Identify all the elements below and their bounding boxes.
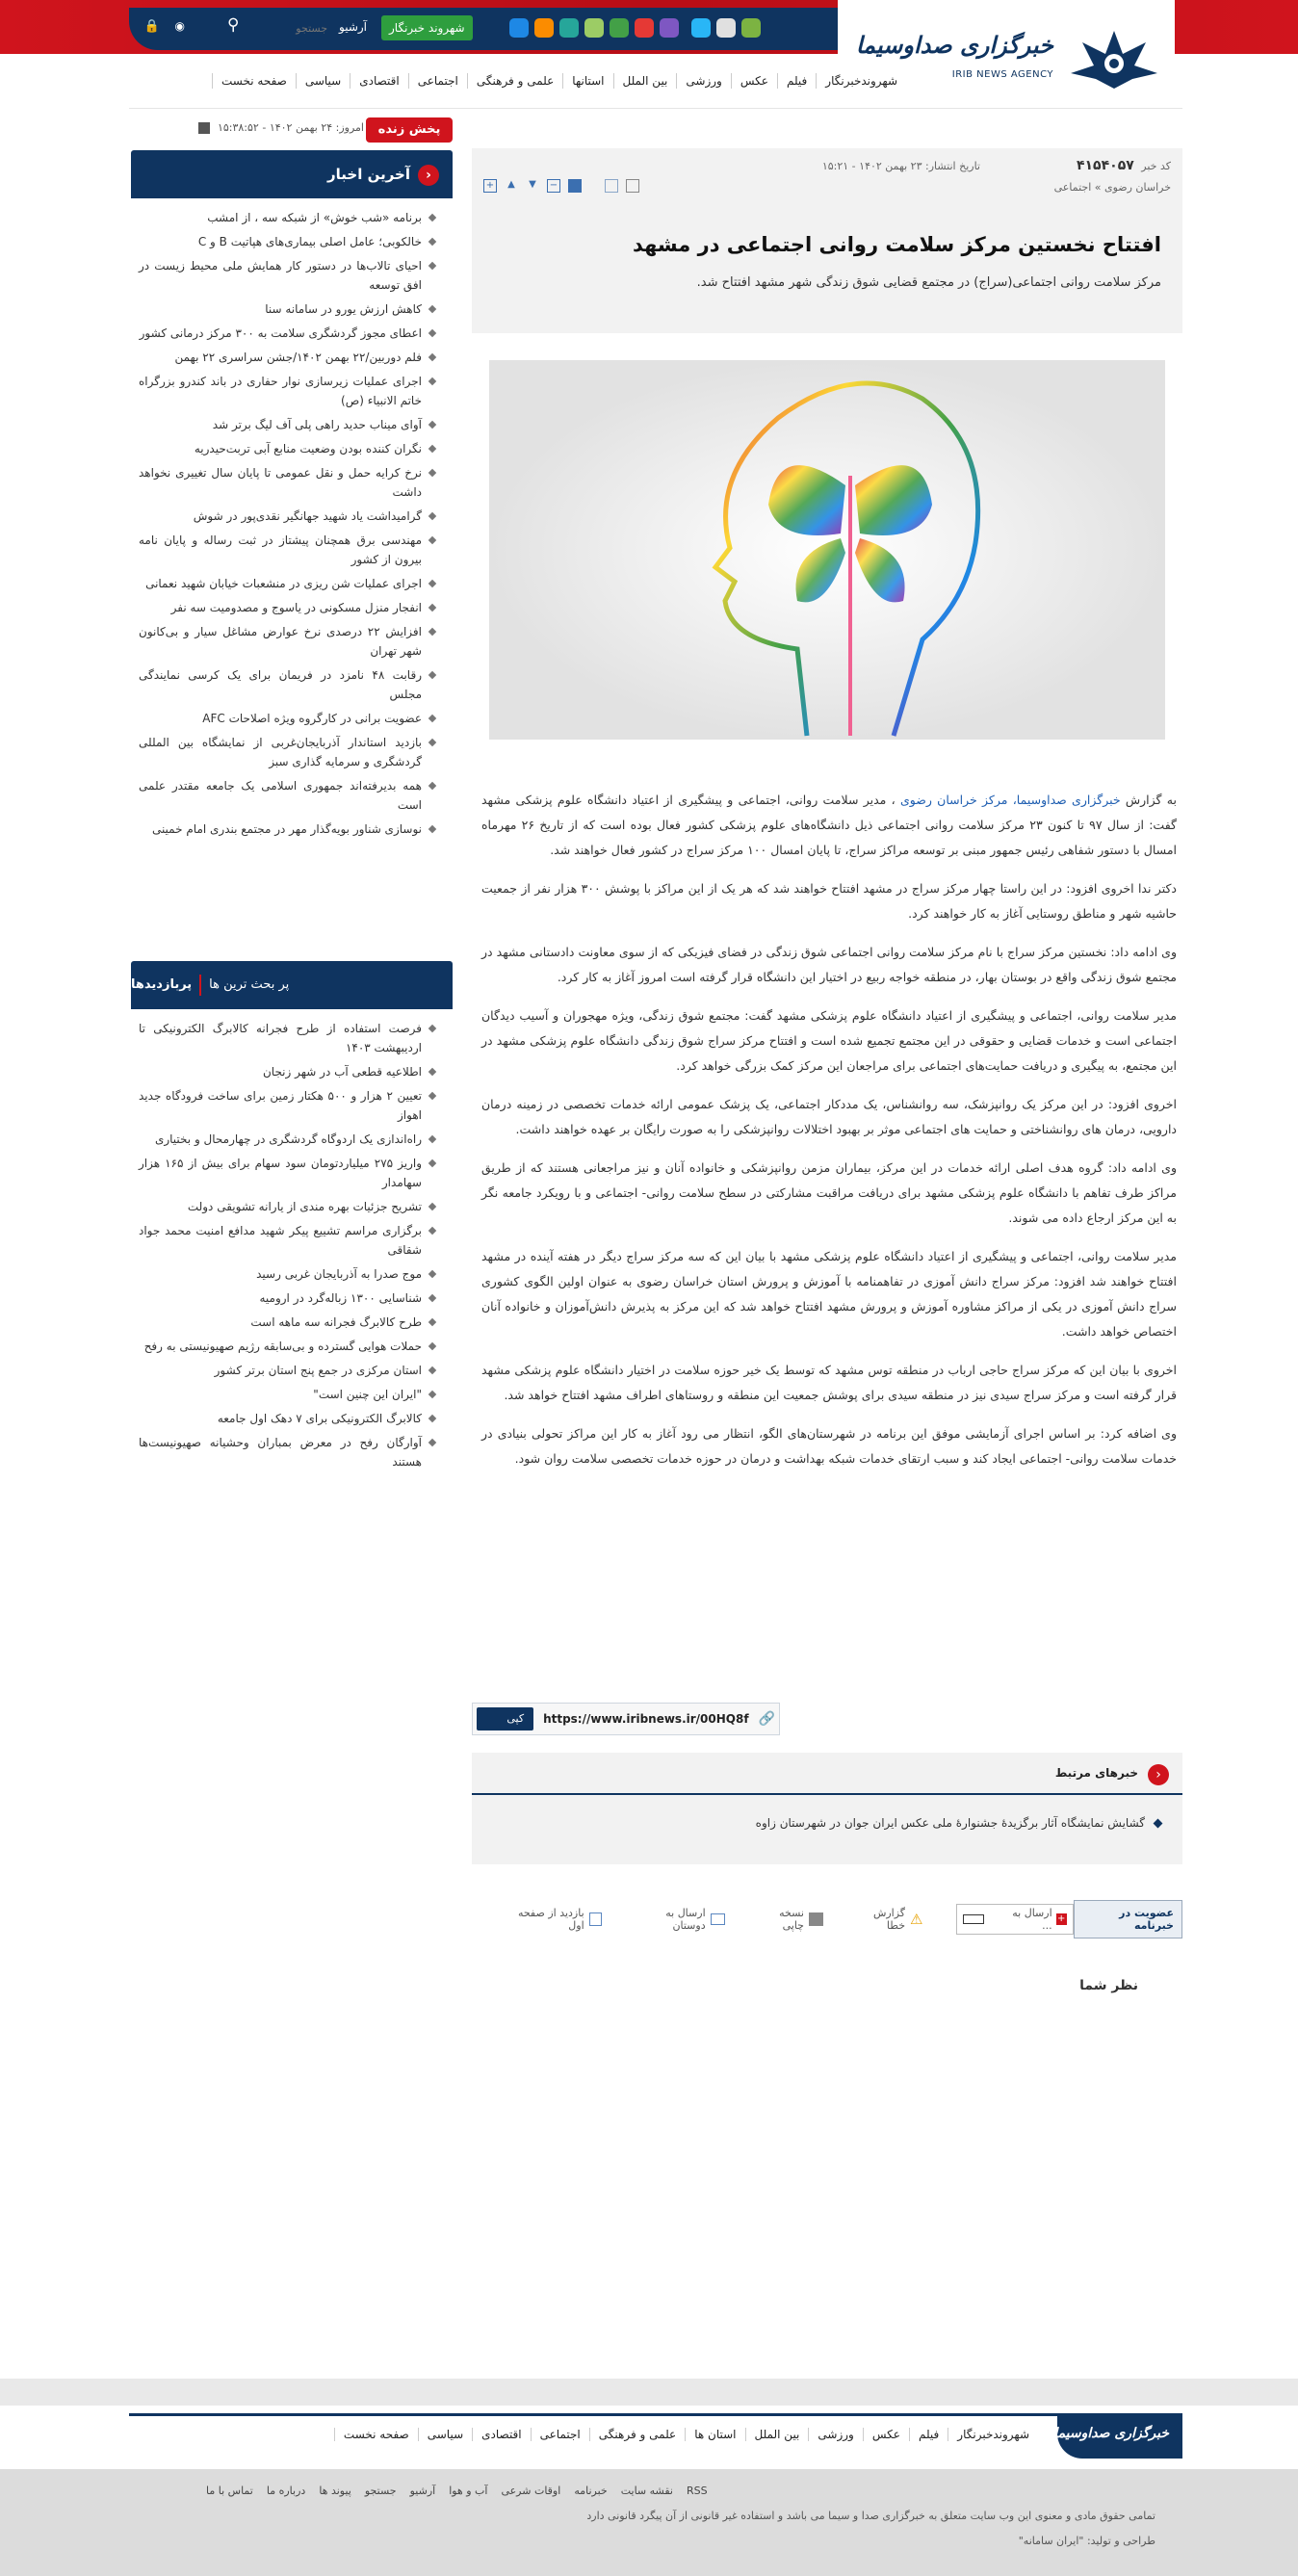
article-tools — [472, 1903, 1182, 1936]
related-news-title: خبرهای مرتبط — [1054, 1766, 1138, 1780]
popular-news-list — [131, 1009, 453, 1482]
footer-nav-item-5[interactable]: استان ها — [685, 2428, 744, 2441]
footer-nav-item-10[interactable]: شهروندخبرنگار — [948, 2428, 1038, 2441]
font-increase-icon[interactable]: + — [483, 179, 497, 193]
article-paragraph — [481, 1244, 1177, 1344]
latest-news-list — [131, 198, 453, 849]
envelope-icon — [711, 1913, 725, 1925]
home-visit-label: بازدید از صفحه اول — [517, 1907, 584, 1932]
article-paragraph — [481, 788, 1177, 863]
article-paragraph — [481, 1092, 1177, 1142]
article-image — [489, 360, 1165, 740]
live-label: پخش زنده — [377, 122, 441, 137]
footer-links — [193, 2485, 1155, 2497]
app-icons — [506, 18, 764, 38]
news-code-value: ۴۱۵۴۰۵۷ — [1076, 158, 1134, 173]
list-item[interactable]: احیای تالاب‌ها در دستور کار همایش ملی محیط زیست در افق توسعه — [139, 256, 439, 295]
save-icon[interactable] — [568, 179, 582, 193]
list-item[interactable]: نوسازی شناور بویه‌گذار مهر در مجتمع بندری امام خمینی — [139, 820, 439, 839]
date-text: امروز: ۲۴ بهمن ۱۴۰۲ - ۱۵:۳۸:۵۲ — [217, 121, 364, 134]
calendar-icon — [198, 122, 210, 134]
footer-nav-item-8[interactable]: عکس — [863, 2428, 909, 2441]
popular-tabs — [131, 961, 453, 1009]
font-decrease-icon[interactable]: − — [547, 179, 560, 193]
publish-date-value: ۲۳ بهمن ۱۴۰۲ - ۱۵:۲۱ — [821, 160, 922, 172]
chevron-left-icon[interactable]: ‹ — [1148, 1764, 1169, 1785]
footer-link-7[interactable]: خبرنامه — [574, 2485, 608, 2497]
nav-item-2[interactable]: اقتصادی — [350, 73, 408, 89]
share-label: ارسال به ... — [1012, 1907, 1052, 1932]
rss-icon[interactable]: ◉ — [174, 19, 185, 33]
paragraph-text: مدیر سلامت روانی، اجتماعی و پیشگیری از اعتیاد دانشگاه علوم پزشکی مشهد با بیان این که سه مرکز سراج دیگر در هفته آینده در مشهد افتتاح خواهند شد افزود: مرکز سراج دانش آموزی در تفاهمنامه با آموزش و پرورش استان خراسان رضوی به عنوان اولین الگوی کشوری سراج دانش آموزی در یکی از مراکز مشاوره آموزش و پرورش مشهد افتتاح خواهد شد که این مرکز به پذیرش دانش‌آموزان و خانواده آنان اختصاص خواهد داشت. — [481, 1249, 1177, 1339]
paragraph-text: مدیر سلامت روانی، اجتماعی و پیشگیری از اعتیاد دانشگاه علوم پزشکی مشهد گفت: مجتمع شوق زندگی، ویژه مهجوران و آسیب دیدگان اجتماعی است و خدمات قضایی و حقوقی در این مجتمع تجمیع شده است و افتتاح مرکز سراج شوق زندگی دانشگاه علوم پزشکی مشهد در این مجتمع، به پیگیری و دریافت حمایت‌های اجتماعی برای مراجعان این مرکز کمک بزرگی خواهد کرد. — [481, 1008, 1177, 1073]
footer-nav-item-6[interactable]: بین الملل — [745, 2428, 809, 2441]
footer-logo-text: خبرگزاری صداوسیما — [1053, 2426, 1169, 2441]
list-item[interactable]: طرح کالابرگ فجرانه سه ماهه است — [139, 1313, 439, 1332]
article-paragraph — [481, 1358, 1177, 1408]
article-paragraph — [481, 876, 1177, 926]
gap-icon[interactable] — [509, 18, 529, 38]
tab-most-discussed[interactable]: پر بحث ترین ها — [209, 977, 290, 992]
footer-link-0[interactable]: تماس با ما — [206, 2485, 253, 2497]
print-version-label: نسخه چاپی — [779, 1907, 804, 1932]
footer-link-8[interactable]: نقشه سایت — [620, 2485, 673, 2497]
footer-link-5[interactable]: آب و هوا — [449, 2485, 488, 2497]
newsletter-label: عضویت در خبرنامه — [1119, 1907, 1174, 1932]
footer-link-9[interactable]: RSS — [686, 2485, 708, 2497]
list-item[interactable]: رقابت ۴۸ نامزد در فریمان برای یک کرسی نمایندگی مجلس — [139, 665, 439, 704]
paragraph-text: ، مدیر سلامت روانی، اجتماعی و پیشگیری از اعتیاد دانشگاه علوم پزشکی مشهد گفت: از سال ۹۷ تا کنون ۲۳ مرکز سلامت روانی اجتماعی ذیل دانشگاه‌های علوم پزشکی کشور فعال بوده است که از تاریخ ۲۶ مهرماه امسال با دستور شفاهی رئیس جمهور مبنی بر توسعه مراکز سراج، تا پایان امسال ۱۰۰ مرکز سراج در کشور فعال خواهند شد. — [481, 793, 1177, 857]
news-code-label: کد خبر — [1141, 160, 1171, 172]
list-item[interactable]: آوارگان رفح در معرض بمباران وحشیانه صهیونیست‌ها هستند — [139, 1433, 439, 1471]
list-item[interactable]: خالکوبی؛ عامل اصلی بیماری‌های هپاتیت B و C — [139, 232, 439, 251]
article-paragraph — [481, 940, 1177, 990]
list-item[interactable]: موج صدرا به آذربایجان غربی رسید — [139, 1264, 439, 1284]
designer-credit: طراحی و تولید: "ایران سامانه" — [1018, 2535, 1155, 2547]
list-item[interactable]: حملات هوایی گسترده و بی‌سابقه رژیم صهیونیستی به رفح — [139, 1337, 439, 1356]
telegram-icon[interactable] — [691, 18, 711, 38]
footer-nav — [129, 2413, 1182, 2469]
nav-item-5[interactable]: استانها — [562, 73, 612, 89]
list-item[interactable]: فلم دوربین/۲۲ بهمن ۱۴۰۲/جشن سراسری ۲۲ بهمن — [139, 348, 439, 367]
publish-date-label: تاریخ انتشار: — [924, 160, 980, 172]
list-item[interactable]: استان مرکزی در جمع پنج استان برتر کشور — [139, 1361, 439, 1380]
list-item[interactable]: فرصت استفاده از طرح فجرانه کالابرگ الکترونیکی تا اردیبهشت ۱۴۰۳ — [139, 1019, 439, 1057]
list-item[interactable]: کاهش ارزش یورو در سامانه سنا — [139, 299, 439, 319]
footer-link-3[interactable]: جستجو — [364, 2485, 397, 2497]
article-paragraph — [481, 1421, 1177, 1471]
footer-nav-item-3[interactable]: اجتماعی — [531, 2428, 589, 2441]
nav-item-1[interactable]: سیاسی — [296, 73, 350, 89]
nav-item-8[interactable]: عکس — [731, 73, 777, 89]
list-item[interactable]: تعیین ۲ هزار و ۵۰۰ هکتار زمین برای ساخت فرودگاه جدید اهواز — [139, 1086, 439, 1125]
printer-icon — [809, 1912, 823, 1926]
list-item[interactable]: تشریح جزئیات بهره مندی از یارانه تشویقی دولت — [139, 1197, 439, 1216]
tab-separator — [199, 975, 201, 996]
list-item[interactable]: برنامه «شب خوش» از شبکه سه ، از امشب — [139, 208, 439, 227]
list-item[interactable]: "ایران این چنین است" — [139, 1385, 439, 1404]
breadcrumb[interactable]: خراسان رضوی » اجتماعی — [1053, 181, 1171, 194]
footer-nav-item-1[interactable]: سیاسی — [418, 2428, 472, 2441]
footer-link-6[interactable]: اوقات شرعی — [501, 2485, 561, 2497]
list-item[interactable]: افزایش ۲۲ درصدی نرخ عوارض مشاغل سیار و بی‌کانون شهر تهران — [139, 622, 439, 661]
warning-icon: ⚠ — [910, 1911, 923, 1928]
list-item[interactable]: گرامیداشت یاد شهید جهانگیر نقدی‌پور در شوش — [139, 507, 439, 526]
list-item[interactable]: راه‌اندازی یک اردوگاه گردشگری در چهارمحال و بختیاری — [139, 1130, 439, 1149]
publish-date — [822, 160, 980, 172]
list-item[interactable]: اطلاعیه قطعی آب در شهر زنجان — [139, 1062, 439, 1081]
footer-link-4[interactable]: آرشیو — [409, 2485, 436, 2497]
footer-nav-item-2[interactable]: اقتصادی — [472, 2428, 531, 2441]
related-news — [472, 1753, 1182, 1864]
email-icon[interactable] — [605, 179, 618, 193]
soroush-icon[interactable] — [534, 18, 554, 38]
list-item[interactable]: برگزاری مراسم تشییع پیکر شهید مدافع امنیت محمد جواد شقاقی — [139, 1221, 439, 1260]
android-icon[interactable] — [741, 18, 761, 38]
header-divider — [129, 108, 1182, 109]
footer-logo[interactable] — [1053, 2416, 1182, 2459]
related-item-label: گشایش نمایشگاه آثار برگزیدهٔ جشنوارهٔ ملی عکس ایران جوان در شهرستان زاوه — [755, 1816, 1145, 1830]
rubika-icon[interactable] — [610, 18, 629, 38]
nav-item-0[interactable]: صفحه نخست — [212, 73, 296, 89]
main-nav — [212, 64, 1078, 98]
share-icons — [963, 1914, 984, 1924]
nav-item-7[interactable]: ورزشی — [676, 73, 730, 89]
report-error-link[interactable] — [856, 1907, 923, 1932]
footer-nav-item-4[interactable]: علمی و فرهنگی — [589, 2428, 685, 2441]
footer-spacer — [0, 2379, 1298, 2406]
related-item[interactable] — [472, 1816, 1161, 1830]
short-link-box — [472, 1703, 780, 1748]
list-item[interactable]: بازدید استاندار آذربایجان‌غربی از نمایشگاه بین المللی گردشگری و سرمایه گذاری سبز — [139, 733, 439, 771]
nav-item-3[interactable]: اجتماعی — [408, 73, 467, 89]
bullet-icon — [1154, 1818, 1163, 1828]
copyright-text: تمامی حقوق مادی و معنوی این وب سایت متعلق به خبرگزاری صدا و سیما می باشد و استفاده غیر قانونی از آن پیگرد قانونی دارد — [586, 2510, 1155, 2522]
list-item[interactable]: اعطای مجوز گردشگری سلامت به ۳۰۰ مرکز درمانی کشور — [139, 324, 439, 343]
related-news-list — [472, 1795, 1182, 1830]
bale-icon[interactable] — [584, 18, 604, 38]
news-code — [1077, 158, 1171, 173]
footer-nav-items — [334, 2428, 1038, 2441]
search-input[interactable] — [250, 16, 327, 39]
irib-emblem-icon — [1067, 25, 1161, 92]
agency-name-english: IRIB NEWS AGENCY — [951, 69, 1053, 80]
paragraph-text: وی ادامه داد: نخستین مرکز سراج با نام مرکز سلامت روانی اجتماعی شوق زندگی در فضای فیزیکی که از سوی معاونت دادستانی مشهد در مجتمع شوق زندگی واقع در بوستان بهار، در منطقه خواجه ربیع در اختیار این دانشگاه قرار گرفته است امروز آغاز به کار کرد. — [481, 945, 1177, 984]
home-visit-link[interactable] — [505, 1907, 602, 1932]
lock-icon[interactable]: 🔒 — [143, 19, 160, 34]
eitaa-icon[interactable] — [660, 18, 679, 38]
list-item[interactable]: نرخ کرایه حمل و نقل عمومی تا پایان سال تغییری نخواهد داشت — [139, 463, 439, 502]
paragraph-text: اخروی با بیان این که مرکز سراج حاجی ارباب در منطقه توس مشهد که توسط یک خیر حوزه سلامت در اختیار دانشگاه علوم پزشکی مشهد قرار گرفته است و مرکز سراج سیدی نیز در منطقه سیدی برای پوشش جمعیت این منطقه و روستاهای اطراف مشهد افتتاح خواهد شد. — [481, 1363, 1177, 1402]
igap-icon[interactable] — [559, 18, 579, 38]
paragraph-text: وی ادامه داد: گروه هدف اصلی ارائه خدمات در این مرکز، بیماران مزمن روانپزشکی و خانواده آنان و نیز مراجعانی هستند که از طریق مراکز طرف تفاهم با دانشگاه علوم پزشکی مشهد برای دریافت مراقبت مشارکتی در سطح سلامت روانی- اجتماعی و با رویکرد جامعه نگر به این مرکز ارجاع داده می شوند. — [481, 1160, 1177, 1225]
paragraph-text: دکتر ندا اخروی افزود: در این راستا چهار مرکز سراج در مشهد افتتاح خواهند شد که هر یک از این مراکز با پوشش ۳۰۰ هزار نفر از جمعیت حاشیه شهر و مناطق روستایی آغاز به کار خواهند کرد. — [481, 881, 1177, 921]
tab-most-viewed[interactable]: پربازدیدها — [131, 977, 193, 992]
article-body — [481, 788, 1177, 1485]
send-to-friends-label: ارسال به دوستان — [665, 1907, 706, 1932]
archive-link[interactable]: آرشیو — [339, 20, 368, 34]
latest-news-title: آخرین اخبار — [327, 166, 410, 183]
list-item[interactable]: اجرای عملیات شن ریزی در منشعبات خیابان شهید نعمانی — [139, 574, 439, 593]
top-toolbar — [129, 8, 899, 50]
home-icon — [589, 1912, 602, 1926]
related-news-header — [472, 1753, 1182, 1795]
newsletter-button[interactable] — [1074, 1900, 1182, 1939]
comments-title: نظر شما — [1079, 1978, 1138, 1993]
list-item[interactable]: شناسایی ۱۳۰۰ زباله‌گرد در ارومیه — [139, 1288, 439, 1308]
list-item[interactable]: کالابرگ الکترونیکی برای ۷ دهک اول جامعه — [139, 1409, 439, 1428]
list-item[interactable]: عضویت برانی در کارگروه ویژه اصلاحات AFC — [139, 709, 439, 728]
source-link[interactable]: خبرگزاری صداوسیما، مرکز خراسان رضوی — [899, 793, 1121, 807]
live-button[interactable] — [366, 117, 453, 143]
footer-link-2[interactable]: پیوند ها — [319, 2485, 351, 2497]
short-link-url[interactable]: https://www.iribnews.ir/00HQ8f — [543, 1712, 749, 1726]
share-plus-icon: + — [1056, 1913, 1066, 1924]
chevron-left-icon[interactable]: ‹ — [418, 165, 439, 186]
list-item[interactable]: آوای میناب حدید راهی پلی آف لیگ برتر شد — [139, 415, 439, 434]
aparat-icon[interactable] — [635, 18, 654, 38]
article-paragraph — [481, 1003, 1177, 1079]
agency-name-persian: خبرگزاری صداوسیما — [855, 31, 1053, 59]
share-select[interactable] — [956, 1904, 1074, 1935]
article-toolbar — [483, 179, 639, 193]
current-date — [143, 121, 364, 134]
latest-news-header — [131, 150, 453, 198]
print-icon[interactable] — [626, 179, 639, 193]
nav-item-6[interactable]: بین الملل — [613, 73, 677, 89]
latest-news-panel — [131, 150, 453, 849]
copy-link-button[interactable]: کپی لینک — [477, 1707, 533, 1730]
nav-item-9[interactable]: فیلم — [777, 73, 816, 89]
citizen-reporter-button[interactable]: شهروند خبرنگار — [381, 15, 473, 40]
butterfly-head-illustration — [489, 360, 1165, 740]
paragraph-text: اخروی افزود: در این مرکز یک روانپزشک، سه روانشناس، یک مددکار اجتماعی، یک پزشک عمومی ارائه خدمات تخصصی در زمینه درمان دارویی، درمان های روانشناختی و حمایت های اجتماعی موثر بر بهبود اختلالات روانپزشکی را به صورت رایگان بر عهده خواهند داشت. — [481, 1097, 1177, 1136]
print-version-link[interactable] — [758, 1907, 823, 1932]
nav-item-10[interactable]: شهروندخبرنگار — [816, 73, 906, 89]
search-icon[interactable]: ⚲ — [227, 15, 240, 35]
article-header — [472, 148, 1182, 333]
paragraph-text: وی اضافه کرد: بر اساس اجرای آزمایشی موفق این برنامه در شهرستان‌های الگو، انتظار می رود آغاز به کار این مراکز تحولی بنیادی در خدمات سلامت روانی- اجتماعی ایجاد کند و سبب ارتقای خدمات شبکه بهداشت و درمان در حوزه خدمات تخصصی سلامت روان شود. — [481, 1426, 1177, 1466]
font-up-icon[interactable]: ▲ — [507, 179, 515, 190]
nav-item-4[interactable]: علمی و فرهنگی — [467, 73, 562, 89]
footer-nav-item-0[interactable]: صفحه نخست — [334, 2428, 418, 2441]
list-item[interactable]: همه بدیرفته‌اند جمهوری اسلامی یک جامعه مقتدر علمی است — [139, 776, 439, 815]
footer-nav-item-7[interactable]: ورزشی — [808, 2428, 862, 2441]
footer-nav-item-9[interactable]: فیلم — [909, 2428, 948, 2441]
font-down-icon[interactable]: ▼ — [529, 179, 536, 190]
send-to-friends-link[interactable] — [635, 1907, 725, 1932]
article-lead: مرکز سلامت روانی اجتماعی(سراج) در مجتمع قضایی شوق زندگی شهر مشهد افتتاح شد. — [696, 275, 1161, 290]
article-title: افتتاح نخستین مرکز سلامت روانی اجتماعی در مشهد — [632, 233, 1161, 256]
apple-icon[interactable] — [716, 18, 736, 38]
list-item[interactable]: انفجار منزل مسکونی در یاسوج و مصدومیت سه نفر — [139, 598, 439, 617]
footer-link-1[interactable]: درباره ما — [266, 2485, 306, 2497]
link-icon: 🔗 — [758, 1711, 775, 1727]
paragraph-prefix: به گزارش — [1120, 793, 1177, 807]
list-item[interactable]: واریز ۲۷۵ میلیاردتومان سود سهام برای بیش از ۱۶۵ هزار سهامدار — [139, 1154, 439, 1192]
article-paragraph — [481, 1156, 1177, 1231]
report-error-label: گزارش خطا — [872, 1907, 906, 1932]
list-item[interactable]: اجرای عملیات زیرسازی نوار حفاری در باند کندرو بزرگراه خاتم الانبیاء (ص) — [139, 372, 439, 410]
list-item[interactable]: نگران کننده بودن وضعیت منابع آبی تربت‌حیدریه — [139, 439, 439, 458]
popular-news-panel — [131, 961, 453, 1482]
list-item[interactable]: مهندسی برق همچنان پیشتاز در ثبت رساله و پایان نامه بیرون از کشور — [139, 531, 439, 569]
